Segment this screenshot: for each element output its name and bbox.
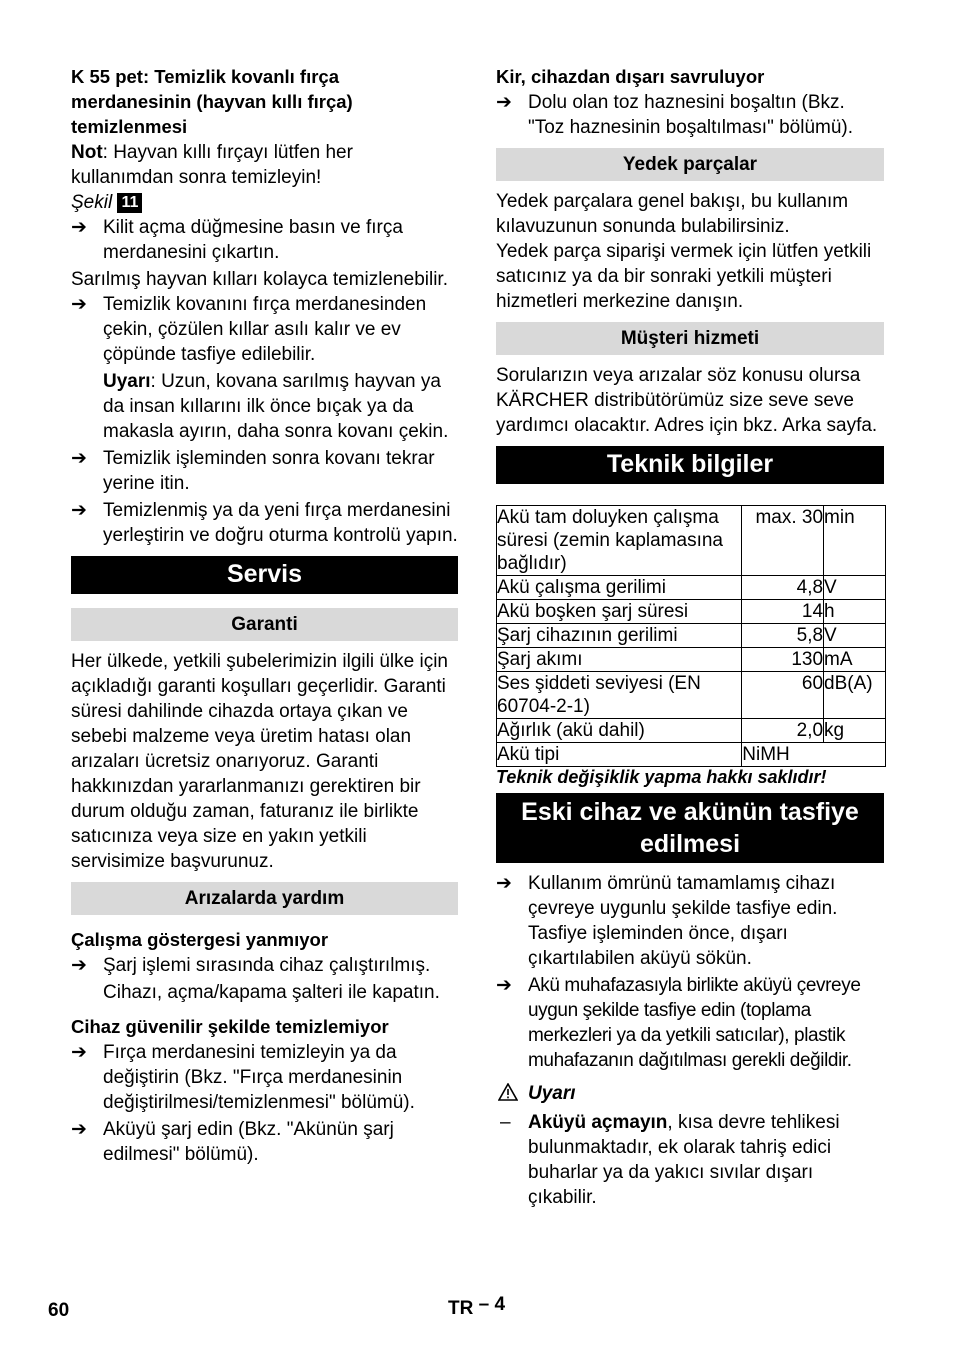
trouble-heading-1: Çalışma göstergesi yanmıyor	[71, 929, 329, 950]
table-cell-label: Ses şiddeti seviyesi (EN 60704-2-1)	[497, 672, 742, 719]
list-item-text: Kullanım ömrünü tamamlamış cihazı çevreye uygunlu şekilde tasfiye edin. Tasfiye işleminden önce, dışarı çıkartılabilen aküyü sökün.	[528, 873, 838, 969]
note-label: Not	[71, 142, 103, 163]
left-column	[71, 64, 458, 1167]
arrow-right-icon: ➔	[496, 92, 512, 113]
table-row	[497, 576, 886, 600]
tech-specs-table	[496, 505, 886, 767]
table-row	[497, 600, 886, 624]
table-cell-value: 4,8	[742, 576, 824, 600]
note-text: : Hayvan kıllı fırçayı lütfen her kullanımdan sonra temizleyin!	[71, 142, 353, 188]
warning-paragraph	[71, 369, 458, 444]
table-cell-label: Ağırlık (akü dahil)	[497, 719, 742, 743]
figure-number: 11	[117, 193, 142, 213]
warning-label: Uyarı	[103, 371, 151, 392]
arrow-right-icon: ➔	[71, 500, 87, 521]
arrow-right-icon: ➔	[496, 873, 512, 894]
list-item-text: Aküyü şarj edin (Bkz. "Akünün şarj edilmesi" bölümü).	[103, 1119, 394, 1165]
list-item-text: Dolu olan toz haznesini boşaltın (Bkz. "Toz haznesinin boşaltılması" bölümü).	[528, 92, 854, 138]
paragraph: Sarılmış hayvan kılları kolayca temizlenebilir.	[71, 269, 448, 290]
list-item	[496, 973, 884, 1073]
section-title-teknik: Teknik bilgiler	[496, 446, 884, 484]
yedek-paragraph-2: Yedek parça siparişi vermek için lütfen yetkili satıcınız ya da bir sonraki yetkili müşteri hizmetleri merkezine danışın.	[496, 241, 872, 312]
table-cell-label: Akü tipi	[497, 743, 742, 767]
table-cell-unit: min	[824, 506, 886, 576]
table-row	[497, 719, 886, 743]
section-title-servis: Servis	[71, 556, 458, 594]
table-row	[497, 648, 886, 672]
list-item	[71, 215, 458, 265]
table-cell-value: 14	[742, 600, 824, 624]
list-item-text: Kilit açma düğmesine basın ve fırça merdanesini çıkartın.	[103, 217, 403, 263]
list-item	[496, 90, 884, 140]
table-cell-value: 2,0	[742, 719, 824, 743]
table-cell-value: NiMH	[742, 743, 886, 767]
list-item-text: Temizlik işleminden sonra kovanı tekrar yerine itin.	[103, 448, 435, 494]
warning-text: : Uzun, kovana sarılmış hayvan ya da insan kıllarını ilk önce bıçak ya da makasla ayırın, daha sonra kovanı çekin.	[103, 371, 449, 442]
section-title-eski: Eski cihaz ve akünün tasfiye edilmesi	[496, 793, 884, 863]
dash-bold: Aküyü açmayın	[528, 1112, 668, 1133]
tech-note: Teknik değişiklik yapma hakkı saklıdır!	[496, 767, 827, 787]
list-item	[71, 498, 458, 548]
arrow-right-icon: ➔	[71, 217, 87, 238]
list-item	[71, 1040, 458, 1115]
list-item	[496, 1110, 884, 1210]
list-item	[71, 292, 458, 367]
table-cell-label: Akü tam doluyken çalışma süresi (zemin kaplamasına bağlıdır)	[497, 506, 742, 576]
garanti-paragraph: Her ülkede, yetkili şubelerimizin ilgili ülke için açıkladığı garanti koşulları geçerlidir. Garanti süresi dahilinde cihazda ortaya çıkan ve sebebi malzeme veya üretim hatası olan arızaları ücretsiz onarıyoruz. Garanti hakkınızdan yararlanmanızı gerektiren bir durum olduğu zaman, faturanız ile birlikte satıcınıza veya size en yakın yetkili servisimize başvurunuz.	[71, 651, 448, 872]
list-item-text: Şarj işlemi sırasında cihaz çalıştırılmış.	[103, 955, 431, 976]
table-row	[497, 624, 886, 648]
table-cell-value: max. 30	[742, 506, 824, 576]
arrow-right-icon: ➔	[71, 1042, 87, 1063]
list-item	[496, 871, 884, 971]
list-item-text: Temizlik kovanını fırça merdanesinden çekin, çözülen kıllar asılı kalır ve ev çöpünde tasfiye edilebilir.	[103, 294, 427, 365]
paragraph: Cihazı, açma/kapama şalteri ile kapatın.	[103, 982, 440, 1003]
footer-sep: –	[478, 1294, 490, 1315]
table-cell-label: Akü çalışma gerilimi	[497, 576, 742, 600]
list-item	[71, 1117, 458, 1167]
warning-heading: Uyarı	[528, 1083, 576, 1104]
footer-sub: 4	[494, 1294, 506, 1315]
arrow-right-icon: ➔	[496, 975, 512, 996]
section-heading-brush-cleaning: K 55 pet: Temizlik kovanlı fırça merdanesinin (hayvan kıllı fırça) temizlenmesi	[71, 66, 353, 137]
yedek-paragraph-1: Yedek parçalara genel bakışı, bu kullanım kılavuzunun sonunda bulabilirsiniz.	[496, 191, 849, 237]
dash-text: , kısa devre tehlikesi bulunmaktadır, ek olarak tahriş edici buharlar ya da yakıcı sıvılar dışarı çıkabilir.	[528, 1112, 840, 1208]
arrow-right-icon: ➔	[71, 448, 87, 469]
warning-block	[496, 1081, 884, 1106]
note-paragraph	[71, 140, 458, 190]
arrow-right-icon: ➔	[71, 294, 87, 315]
table-cell-unit: V	[824, 624, 886, 648]
arrow-right-icon: ➔	[71, 955, 87, 976]
subsection-title-musteri: Müşteri hizmeti	[496, 322, 884, 355]
subsection-title-arizalar: Arızalarda yardım	[71, 882, 458, 915]
trouble-heading-3: Kir, cihazdan dışarı savruluyor	[496, 66, 765, 87]
list-item-text: Akü muhafazasıyla birlikte aküyü çevreye uygun şekilde tasfiye edin (toplama merkezleri ya da yetkili satıcılar), plastik muhafazanın dağıtılması gerekli değildir.	[528, 975, 861, 1071]
musteri-paragraph: Sorularızın veya arızalar söz konusu olursa KÄRCHER distribütörümüz size seve seve yardımcı olacaktır. Adres için bkz. Arka sayfa.	[496, 365, 878, 436]
lang-code: TR	[448, 1298, 474, 1319]
trouble-heading-2: Cihaz güvenilir şekilde temizlemiyor	[71, 1016, 389, 1037]
table-cell-value: 5,8	[742, 624, 824, 648]
table-cell-unit: mA	[824, 648, 886, 672]
table-cell-value: 60	[742, 672, 824, 719]
right-column	[496, 64, 884, 1210]
subsection-title-garanti: Garanti	[71, 608, 458, 641]
table-row	[497, 743, 886, 767]
list-item-text: Fırça merdanesini temizleyin ya da değiştirin (Bkz. "Fırça merdanesinin değiştirilmesi/temizlenmesi" bölümü).	[103, 1042, 415, 1113]
table-row	[497, 506, 886, 576]
table-cell-label: Şarj cihazının gerilimi	[497, 624, 742, 648]
list-item	[71, 446, 458, 496]
arrow-right-icon: ➔	[71, 1119, 87, 1140]
figure-label: Şekil	[71, 192, 113, 213]
dash-marker: –	[500, 1112, 511, 1133]
table-cell-unit: kg	[824, 719, 886, 743]
table-row	[497, 672, 886, 719]
list-item	[71, 953, 458, 978]
subsection-title-yedek: Yedek parçalar	[496, 148, 884, 181]
page-number: 60	[48, 1300, 70, 1321]
table-cell-value: 130	[742, 648, 824, 672]
warning-triangle-icon	[498, 1083, 518, 1108]
table-cell-unit: dB(A)	[824, 672, 886, 719]
figure-ref	[71, 190, 458, 215]
page-footer-code	[448, 1296, 505, 1321]
table-cell-label: Şarj akımı	[497, 648, 742, 672]
table-cell-unit: V	[824, 576, 886, 600]
table-cell-label: Akü boşken şarj süresi	[497, 600, 742, 624]
table-cell-unit: h	[824, 600, 886, 624]
list-item-text: Temizlenmiş ya da yeni fırça merdanesini yerleştirin ve doğru oturma kontrolü yapın.	[103, 500, 458, 546]
